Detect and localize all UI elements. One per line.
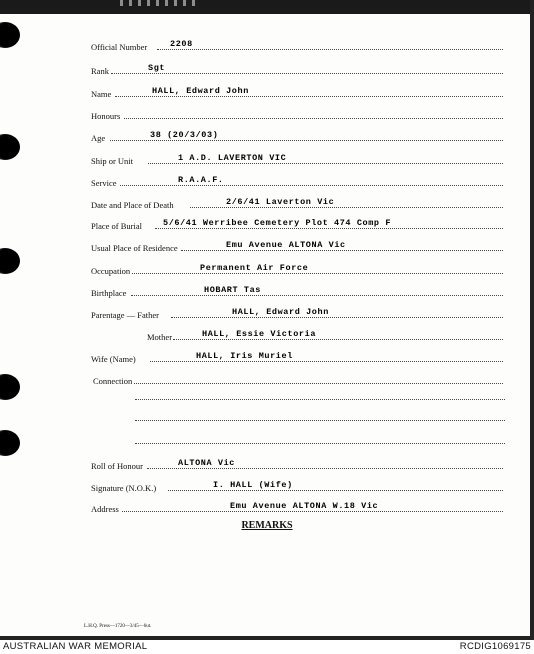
address-label: Address [91, 504, 119, 514]
connection-line [135, 399, 505, 400]
remarks-heading: REMARKS [241, 520, 293, 531]
birthplace-value: HOBART Tas [204, 285, 262, 295]
death-label: Date and Place of Death [91, 200, 174, 210]
rank-value: Sgt [148, 63, 166, 73]
official-number-label: Official Number [91, 42, 148, 52]
punch-hole [0, 430, 20, 456]
archive-footer [0, 640, 534, 654]
burial-value: 5/6/41 Werribee Cemetery Plot 474 Comp F [163, 218, 392, 228]
roll-of-honour-value: ALTONA Vic [178, 458, 236, 468]
death-value: 2/6/41 Laverton Vic [226, 197, 335, 207]
age-value: 38 (20/3/03) [150, 130, 219, 140]
mother-label: Mother [147, 332, 173, 342]
residence-label: Usual Place of Residence [91, 243, 178, 253]
age-label: Age [91, 133, 106, 143]
connection-line [135, 420, 505, 421]
roll-of-honour-label: Roll of Honour [91, 461, 143, 471]
birthplace-label: Birthplace [91, 288, 127, 298]
signature-value: I. HALL (Wife) [213, 480, 293, 490]
address-value: Emu Avenue ALTONA W.18 Vic [230, 501, 379, 511]
punch-hole [0, 22, 20, 48]
official-number-value: 2208 [170, 39, 193, 49]
connection-label: Connection [93, 376, 133, 386]
name-value: HALL, Edward John [152, 86, 249, 96]
residence-value: Emu Avenue ALTONA Vic [226, 240, 346, 250]
father-value: HALL, Edward John [232, 307, 329, 317]
name-label: Name [91, 89, 112, 99]
punch-hole [0, 134, 20, 160]
scan-top-border [0, 0, 534, 14]
mother-value: HALL, Essie Victoria [202, 329, 317, 339]
ship-or-unit-value: 1 A.D. LAVERTON VIC [178, 153, 287, 163]
burial-label: Place of Burial [91, 221, 142, 231]
printer-imprint: L.H.Q. Press—1720—3/45—6ut. [84, 624, 152, 629]
rank-label: Rank [91, 66, 109, 76]
honours-label: Honours [91, 111, 121, 121]
punch-hole [0, 374, 20, 400]
ship-or-unit-label: Ship or Unit [91, 156, 134, 166]
father-label: Parentage — Father [91, 310, 159, 320]
punch-hole [0, 248, 20, 274]
record-id: RCDIG1069175 [459, 641, 531, 652]
archive-name: AUSTRALIAN WAR MEMORIAL [3, 641, 148, 652]
service-label: Service [91, 178, 117, 188]
signature-label: Signature (N.O.K.) [91, 483, 157, 493]
service-value: R.A.A.F. [178, 175, 224, 185]
connection-line [135, 443, 505, 444]
scan-right-border [530, 0, 534, 640]
wife-value: HALL, Iris Muriel [196, 351, 293, 361]
occupation-label: Occupation [91, 266, 131, 276]
occupation-value: Permanent Air Force [200, 263, 309, 273]
wife-label: Wife (Name) [91, 354, 136, 364]
